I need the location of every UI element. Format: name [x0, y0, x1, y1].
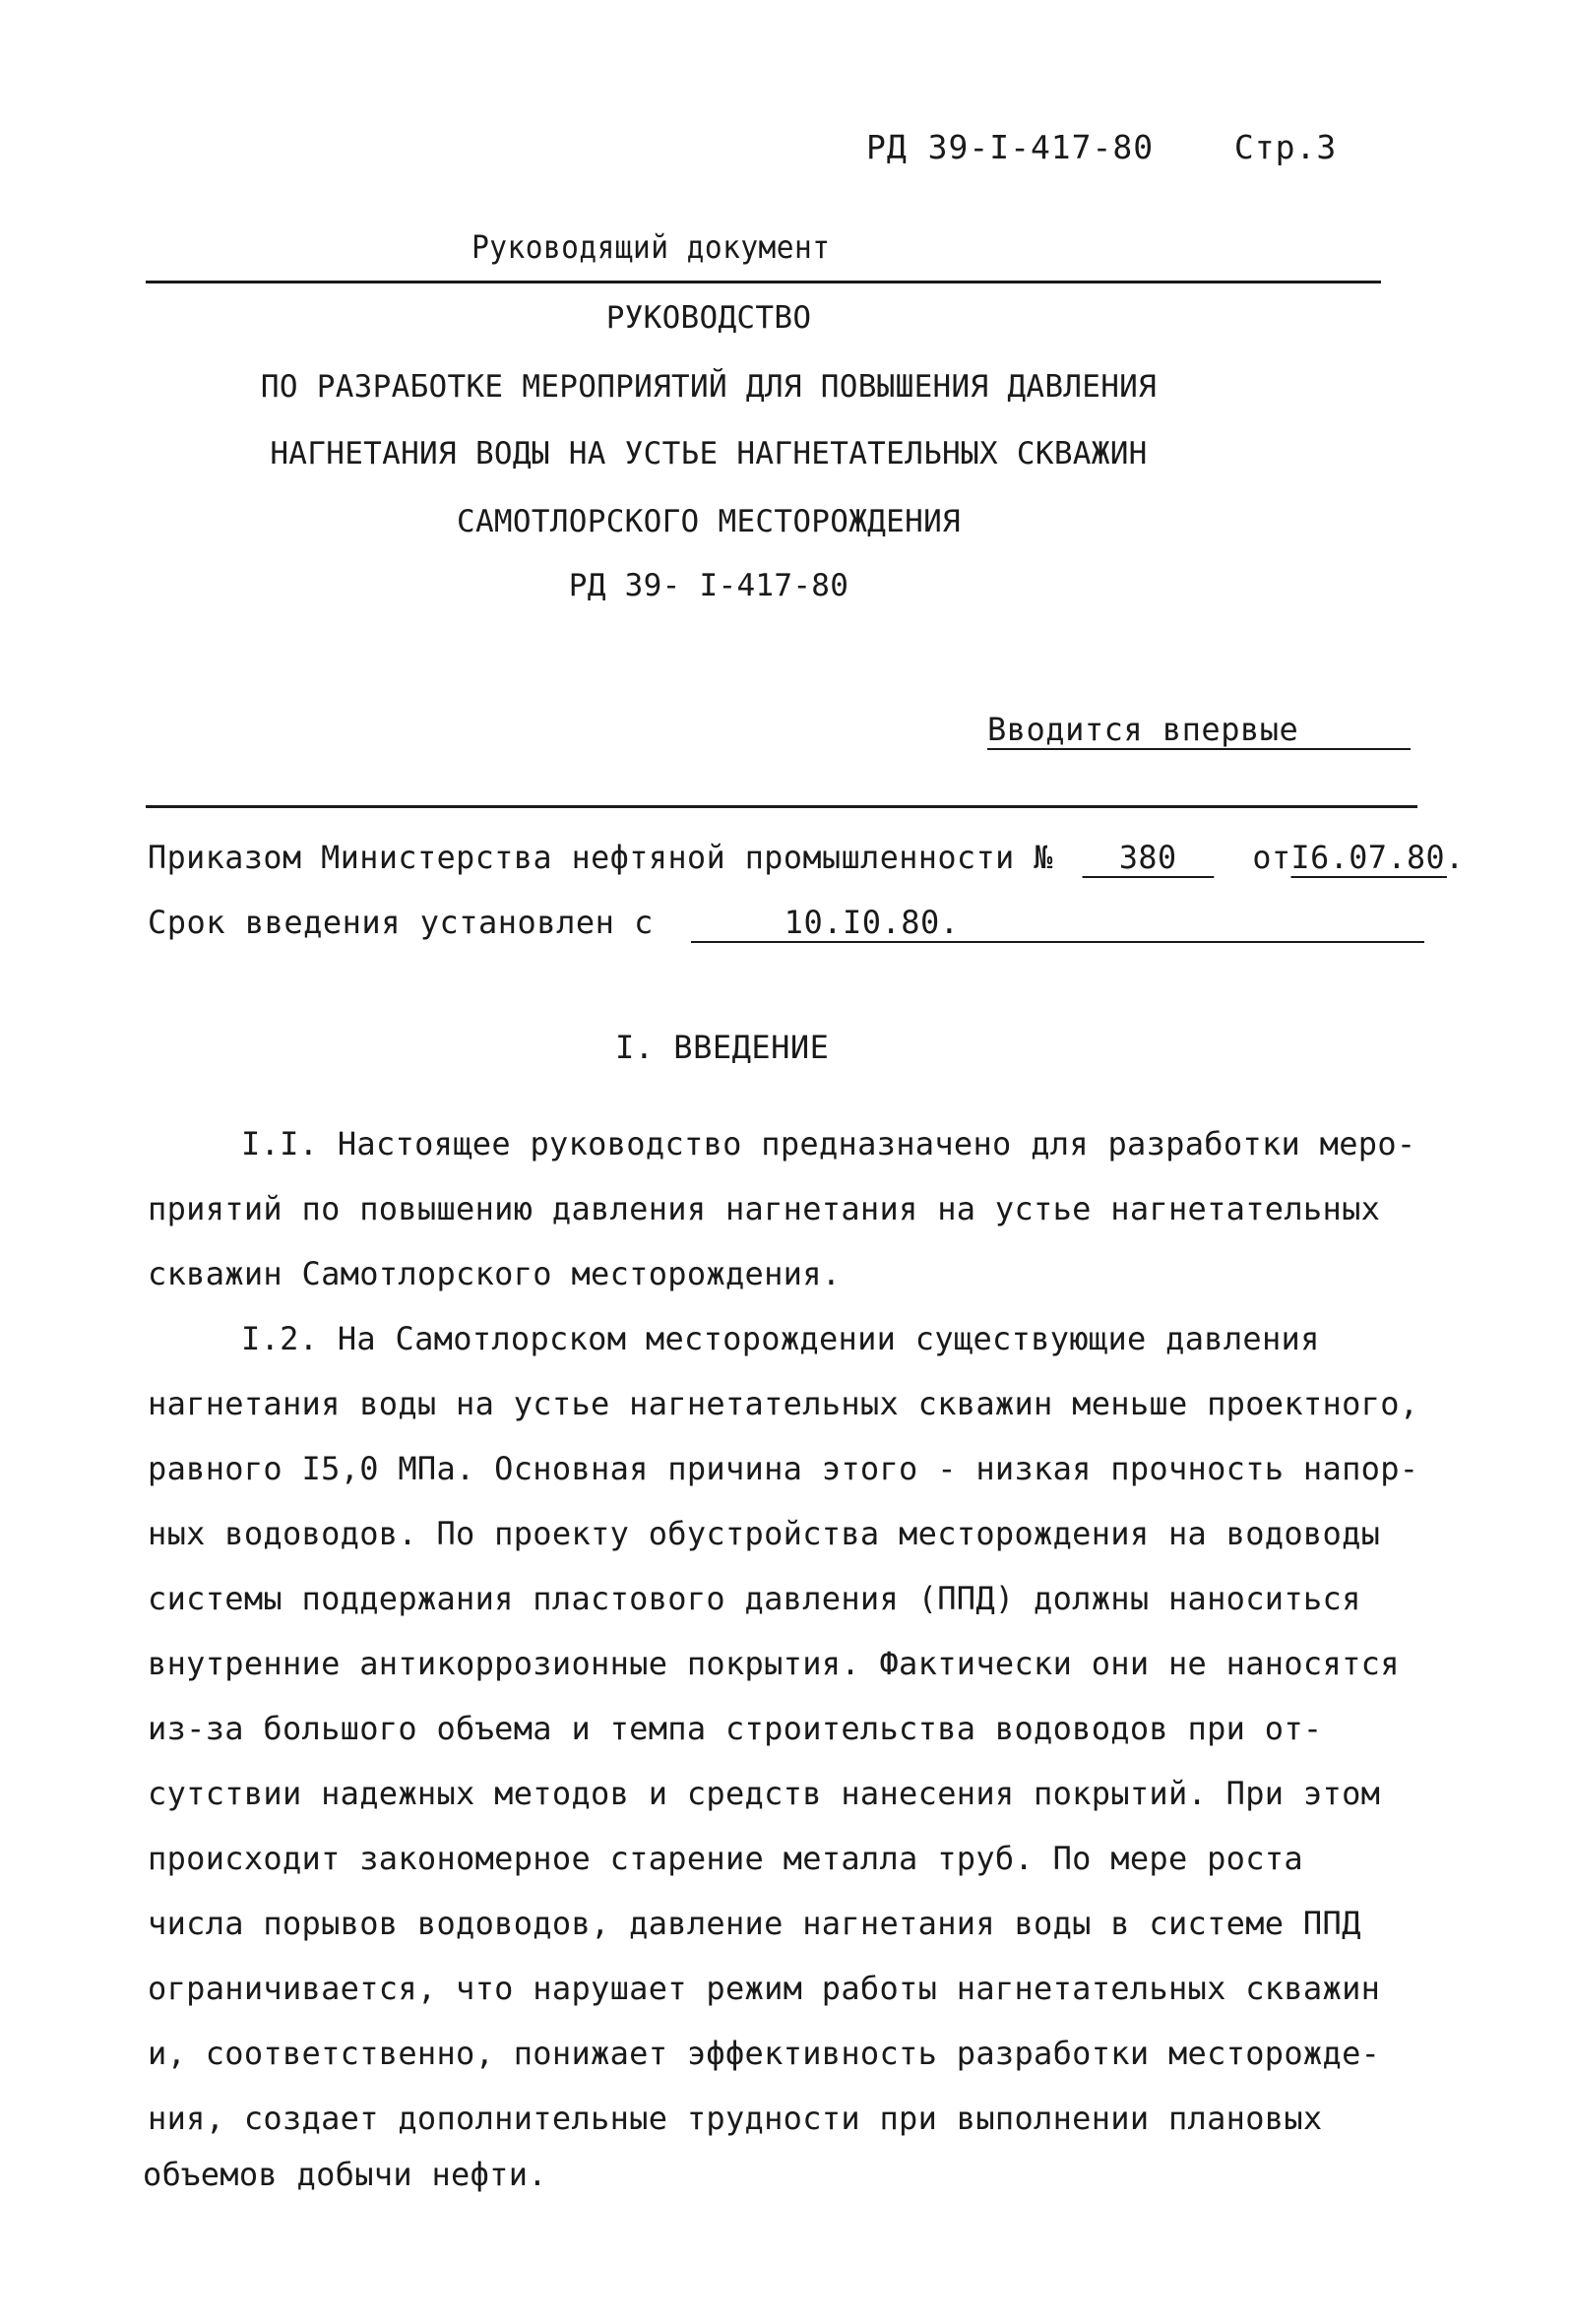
term-label: Срок введения установлен с	[148, 904, 654, 941]
paragraph-2-line-5: системы поддержания пластового давления (ППД) должны наноситься	[148, 1580, 1361, 1617]
document-type: Руководящий документ	[471, 228, 831, 266]
paragraph-2-line-6: внутренние антикоррозионные покрытия. Фактически они не наносятся	[148, 1645, 1400, 1682]
paragraph-1-line-3: скважин Самотлорского месторождения.	[148, 1255, 842, 1292]
title-document-code: РД 39- I-417-80	[568, 568, 849, 603]
paragraph-2-line-11: ограничивается, что нарушает режим работы нагнетательных скважин	[148, 1970, 1381, 2007]
title-line-3: НАГНЕТАНИЯ ВОДЫ НА УСТЬЕ НАГНЕТАТЕЛЬНЫХ СКВАЖИН	[270, 436, 1148, 471]
order-date: I6.07.80.	[1290, 839, 1465, 876]
paragraph-1-line-1: I.I. Настоящее руководство предназначено для разработки меро-	[241, 1125, 1416, 1162]
title-line-1: РУКОВОДСТВО	[605, 300, 812, 336]
order-from-label: от	[1252, 839, 1291, 876]
paragraph-2-line-3: равного I5,0 МПа. Основная причина этого - низкая прочность напор-	[148, 1450, 1419, 1487]
paragraph-2-line-2: нагнетания воды на устье нагнетательных скважин меньше проектного,	[148, 1385, 1419, 1422]
term-line	[148, 904, 1424, 943]
order-label: Приказом Министерства нефтяной промышленности №	[148, 839, 1053, 876]
paragraph-2-line-10: числа порывов водоводов, давление нагнетания воды в системе ППД	[148, 1905, 1361, 1942]
header-doc-code: РД 39-I-417-80	[866, 128, 1155, 166]
paragraph-2-line-8: сутствии надежных методов и средств нанесения покрытий. При этом	[148, 1775, 1381, 1812]
paragraph-1-line-2: приятий по повышению давления нагнетания на устье нагнетательных	[148, 1190, 1381, 1227]
introduced-text: Вводится впервые	[987, 711, 1411, 750]
paragraph-2-line-12: и, соответственно, понижает эффективность разработки месторожде-	[148, 2035, 1381, 2072]
page-header	[866, 128, 1337, 166]
order-line	[148, 839, 1465, 878]
paragraph-2-line-4: ных водоводов. По проекту обустройства месторождения на водоводы	[148, 1515, 1381, 1552]
document-type-row	[0, 228, 1447, 266]
section-title: I. ВВЕДЕНИЕ	[615, 1029, 830, 1066]
introduced-note	[987, 711, 1411, 750]
title-line-2: ПО РАЗРАБОТКЕ МЕРОПРИЯТИЙ ДЛЯ ПОВЫШЕНИЯ ДАВЛЕНИЯ	[260, 369, 1158, 405]
order-divider	[146, 805, 1417, 808]
paragraph-2-line-13: ния, создает дополнительные трудности при выполнении плановых	[148, 2100, 1323, 2137]
header-page-number: Стр.3	[1233, 128, 1338, 166]
term-date: 10.I0.80.	[691, 904, 1424, 943]
title-line-4: САМОТЛОРСКОГО МЕСТОРОЖДЕНИЯ	[456, 504, 962, 539]
top-divider	[146, 281, 1381, 283]
paragraph-2-line-14: объемов добычи нефти.	[143, 2156, 547, 2193]
order-number: 380	[1082, 839, 1214, 878]
paragraph-2-line-7: из-за большого объема и темпа строительства водоводов при от-	[148, 1710, 1323, 1747]
paragraph-2-line-9: происходит закономерное старение металла труб. По мере роста	[148, 1840, 1303, 1877]
paragraph-2-line-1: I.2. На Самотлорском месторождении существующие давления	[241, 1320, 1320, 1357]
